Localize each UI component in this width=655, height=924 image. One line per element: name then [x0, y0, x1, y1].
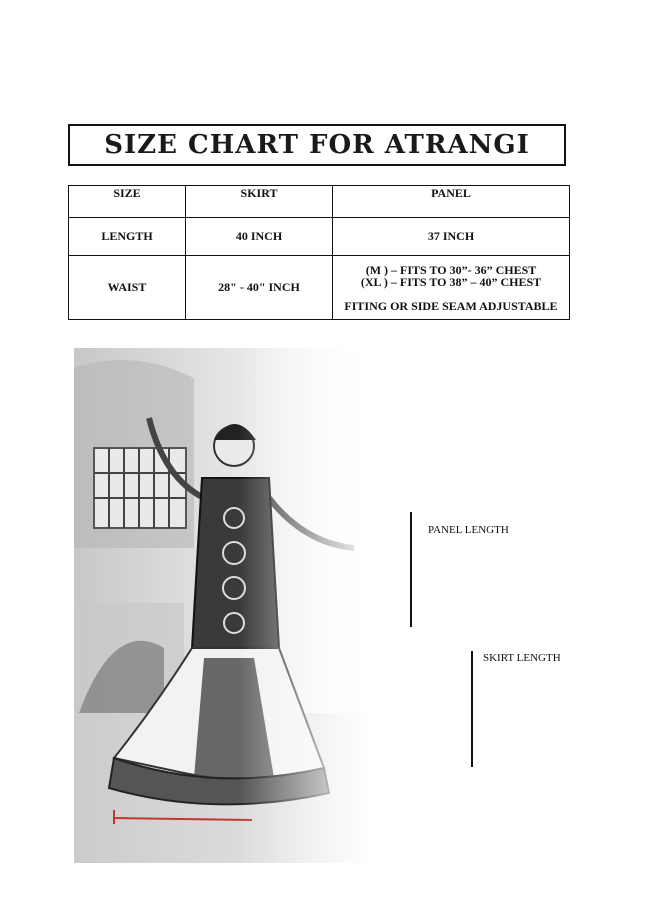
header-size: SIZE [69, 186, 186, 218]
cell-waist-panel [333, 256, 570, 320]
table-header-row [69, 186, 570, 218]
title-box [68, 124, 566, 166]
skirt-length-label: SKIRT LENGTH [483, 652, 561, 664]
page-title: SIZE CHART FOR ATRANGI [104, 130, 530, 160]
header-skirt: SKIRT [186, 186, 333, 218]
skirt-length-line [471, 651, 473, 767]
cell-waist-skirt: 28" - 40" INCH [186, 256, 333, 320]
header-panel: PANEL [333, 186, 570, 218]
cell-length-skirt: 40 INCH [186, 218, 333, 256]
panel-fit-m: (M ) – FITS TO 30”- 36” CHEST [365, 262, 537, 277]
cell-waist-label: WAIST [69, 256, 186, 320]
panel-length-line [410, 512, 412, 627]
panel-adjustable-note: FITING OR SIDE SEAM ADJUSTABLE [344, 298, 558, 313]
size-chart-table [68, 185, 570, 320]
cell-length-label: LENGTH [69, 218, 186, 256]
panel-fit-xl: (XL ) – FITS TO 38” – 40” CHEST [360, 274, 542, 289]
panel-length-label: PANEL LENGTH [428, 524, 509, 536]
cell-length-panel: 37 INCH [333, 218, 570, 256]
model-sketch-image [74, 348, 374, 863]
table-row [69, 218, 570, 256]
table-row [69, 256, 570, 320]
